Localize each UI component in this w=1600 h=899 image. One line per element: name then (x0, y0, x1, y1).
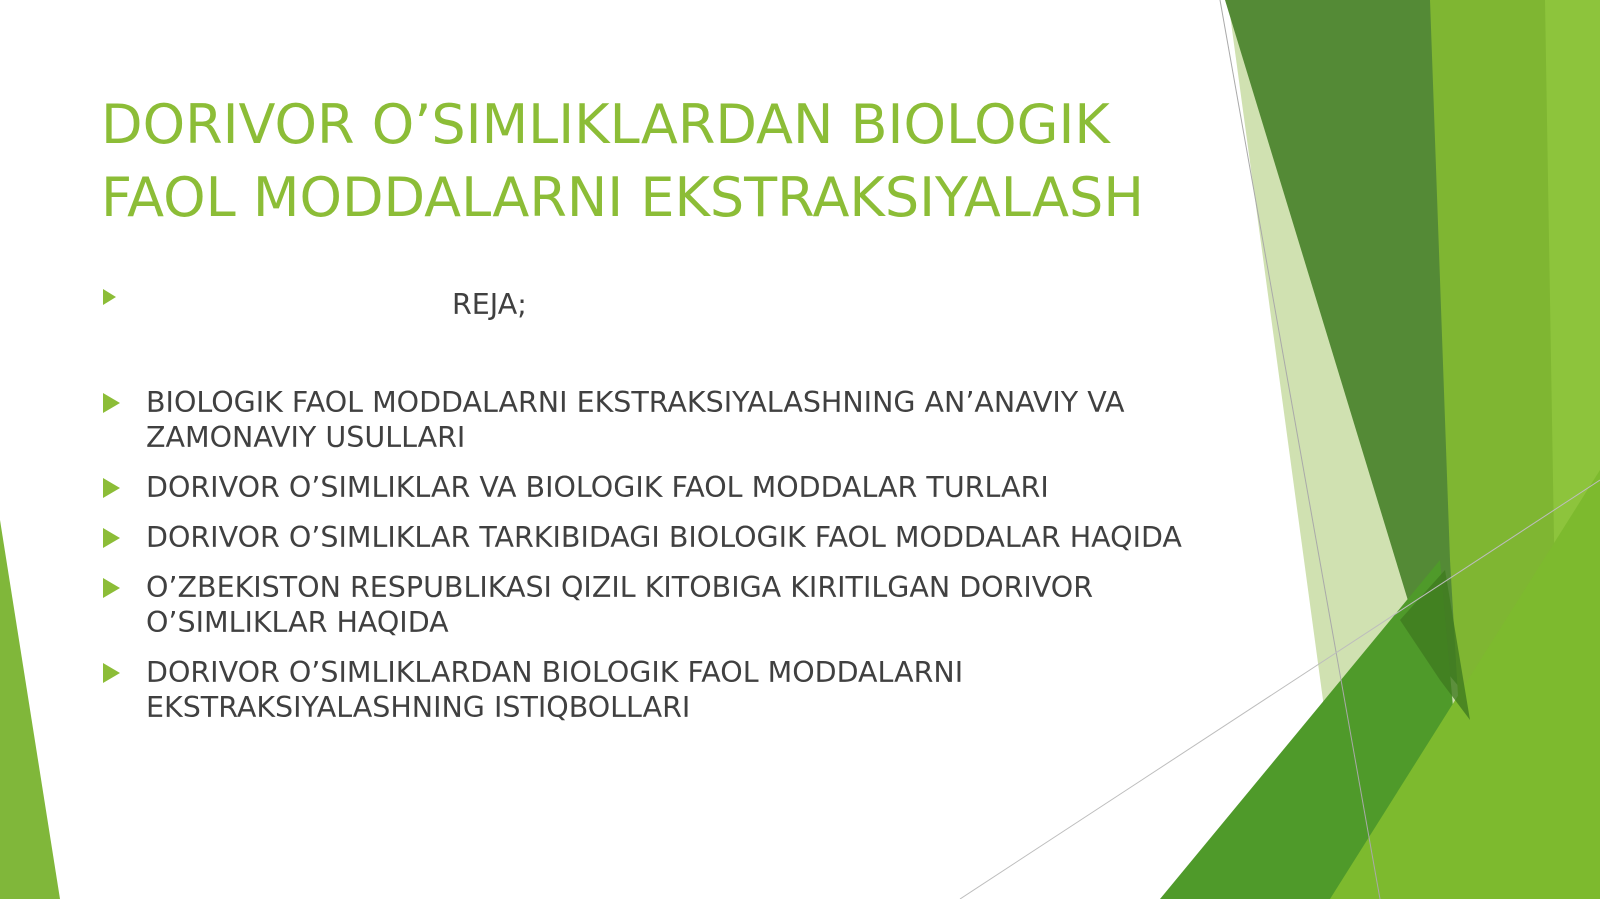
bullet-item-heading (103, 285, 1223, 385)
triangle-right-icon (103, 393, 120, 413)
bullet-item-text: DORIVOR O’SIMLIKLAR VA BIOLOGIK FAOL MODDALAR TURLARI (146, 471, 1049, 504)
triangle-right-icon (103, 578, 120, 598)
bullet-item (103, 570, 1223, 640)
triangle-right-icon (103, 528, 120, 548)
bullet-list (103, 285, 1223, 740)
triangle-right-icon (103, 478, 120, 498)
triangle-right-icon (103, 289, 116, 305)
slide-title-line-1: DORIVOR O’SIMLIKLARDAN BIOLOGIK (101, 93, 1110, 156)
bullet-item-text: O’ZBEKISTON RESPUBLIKASI QIZIL KITOBIGA KIRITILGAN DORIVOR O’SIMLIKLAR HAQIDA (146, 571, 1094, 639)
bullet-item-text: DORIVOR O’SIMLIKLAR TARKIBIDAGI BIOLOGIK FAOL MODDALAR HAQIDA (146, 521, 1182, 554)
triangle-right-icon (103, 663, 120, 683)
decor-left-sliver (0, 520, 60, 899)
bullet-item-text: BIOLOGIK FAOL MODDALARNI EKSTRAKSIYALASHNING AN’ANAVIY VA ZAMONAVIY USULLARI (146, 386, 1125, 454)
bullet-item (103, 520, 1223, 555)
slide-title-line-2: FAOL MODDALARNI EKSTRAKSIYALASH (101, 166, 1144, 229)
bullet-item (103, 655, 1223, 725)
plan-heading: REJA; (452, 288, 527, 321)
slide-title (101, 88, 1221, 234)
bullet-item-text: DORIVOR O’SIMLIKLARDAN BIOLOGIK FAOL MODDALARNI EKSTRAKSIYALASHNING ISTIQBOLLARI (146, 656, 964, 724)
bullet-item (103, 470, 1223, 505)
bullet-item (103, 385, 1223, 455)
